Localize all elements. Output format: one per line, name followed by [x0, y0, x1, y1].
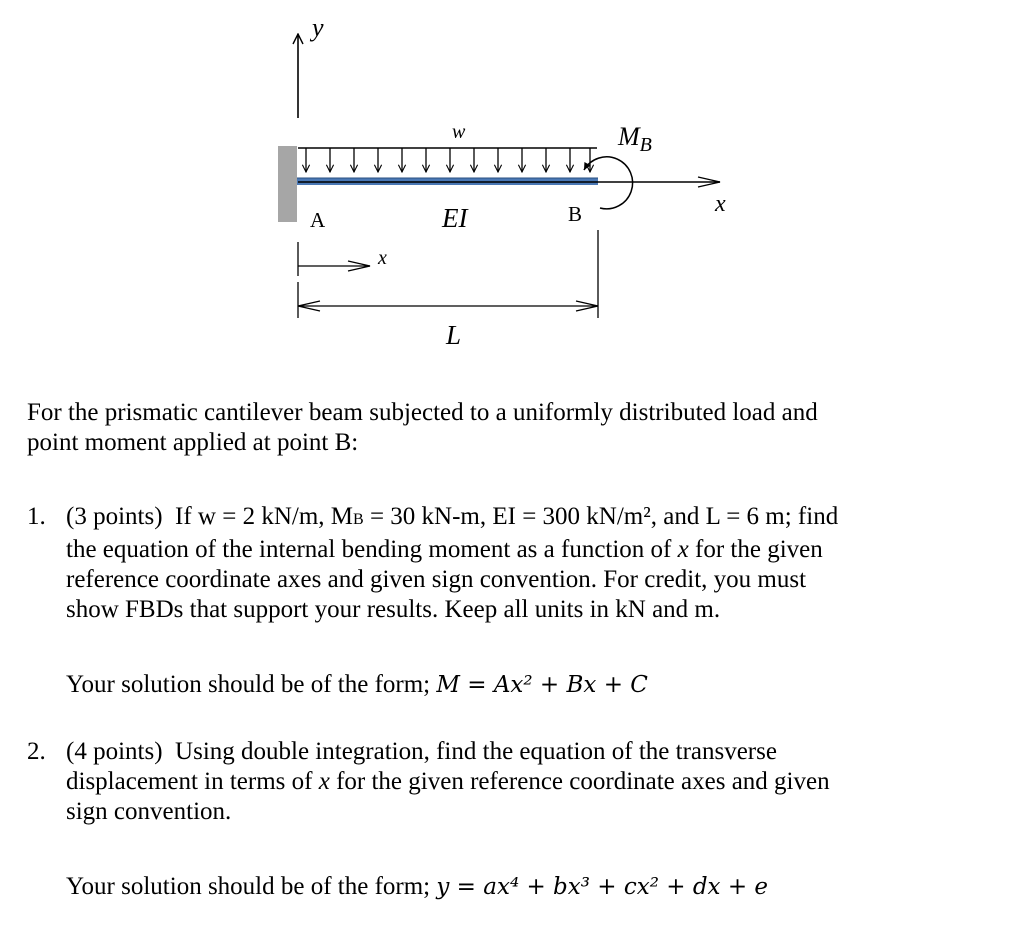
point-b-label: B [568, 202, 583, 226]
y-axis-label: y [312, 13, 324, 42]
beam-diagram [0, 0, 1024, 380]
question-2-line-2: displacement in terms of x for the given reference coordinate axes and given [66, 768, 830, 795]
question-1-body [66, 502, 838, 625]
question-1-line-2: the equation of the internal bending moment as a function of x for the given [66, 536, 823, 563]
displacement-equation-form: y = ax⁴ + bx³ + cx² + dx + e [436, 874, 769, 900]
question-2-line-1: (4 points) Using double integration, find the equation of the transverse [66, 738, 777, 765]
moment-label: $M_B$ [618, 122, 652, 156]
distributed-load-arrows [306, 148, 590, 172]
question-1-line-1: (3 points) If w = 2 kN/m, MB = 30 kN-m, EI = 300 kN/m², and L = 6 m; find [66, 503, 839, 530]
intro-line-1: For the prismatic cantilever beam subjected to a uniformly distributed load and [27, 399, 818, 426]
question-2-body [66, 737, 830, 827]
point-a-label: A [310, 208, 326, 232]
question-1-number: 1. [27, 503, 46, 530]
ei-label: EI [442, 203, 468, 233]
question-2-form: Your solution should be of the form; y = ax⁴ + bx³ + cx² + dx + e [66, 873, 769, 900]
fixed-support-wall [278, 146, 297, 222]
question-1-line-3: reference coordinate axes and given sign convention. For credit, you must [66, 566, 807, 593]
load-label: w [452, 121, 466, 143]
question-1-form: Your solution should be of the form; M = Ax² + Bx + C [66, 671, 648, 698]
intro-paragraph [27, 398, 818, 458]
length-label: L [446, 320, 462, 350]
moment-equation-form: M = Ax² + Bx + C [436, 672, 648, 698]
intro-line-2: point moment applied at point B: [27, 429, 359, 456]
x-axis-label: x [715, 191, 726, 217]
x-dimension-label: x [378, 247, 387, 269]
question-2-line-3: sign convention. [66, 798, 232, 825]
question-1-line-4: show FBDs that support your results. Keep all units in kN and m. [66, 596, 721, 623]
question-2-number: 2. [27, 738, 46, 765]
